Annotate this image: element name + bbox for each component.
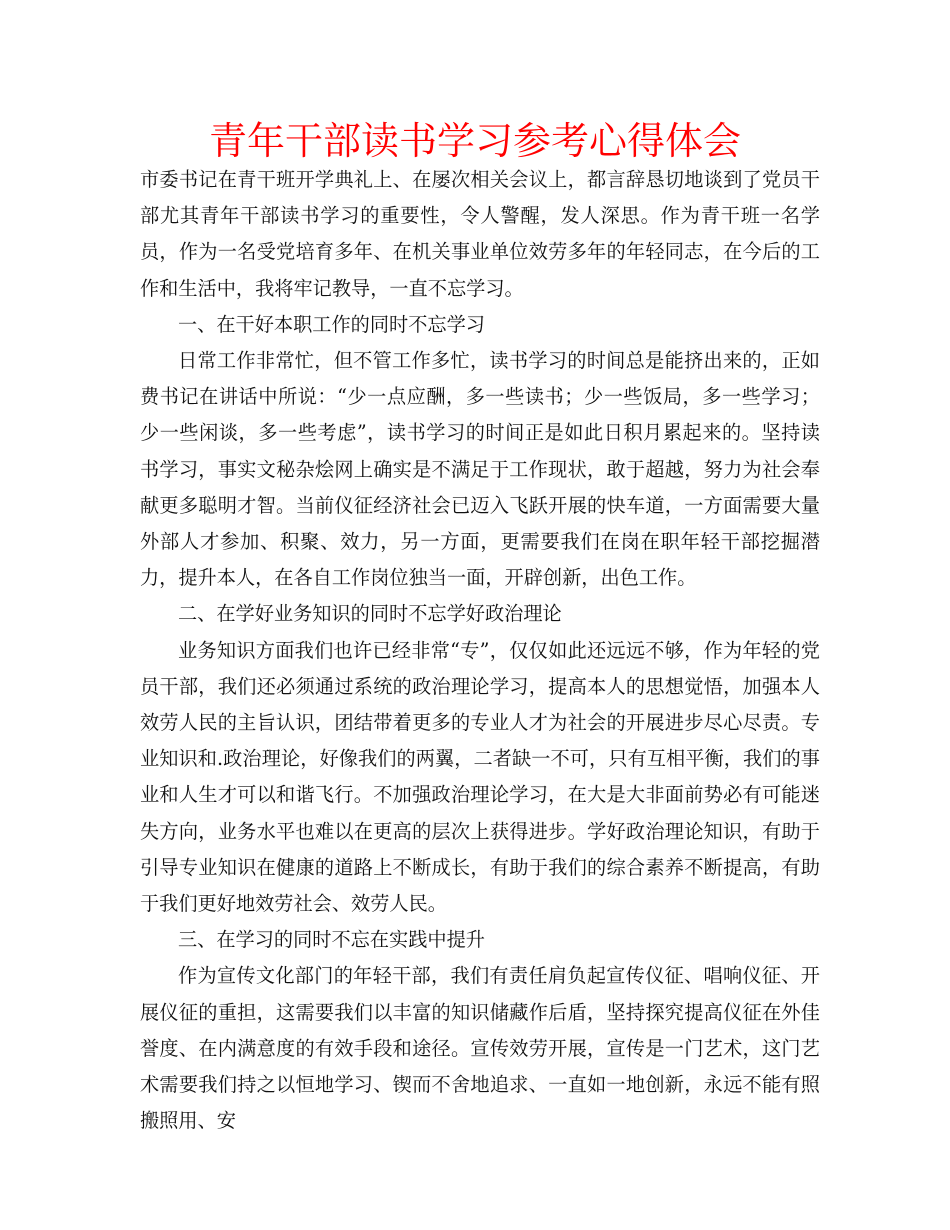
- paragraph: 日常工作非常忙，但不管工作多忙，读书学习的时间总是能挤出来的，正如费书记在讲话中所说：“少一点应酬，多一些读书；少一些饭局，多一些学习；少一些闲谈，多一些考虑”，读书学习的时间正是如此日积月累起来的。坚持读书学习，事实文秘杂烩网上确实是不满足于工作现状，敢于超越，努力为社会奉献更多聪明才智。当前仪征经济社会已迈入飞跃开展的快车道，一方面需要大量外部人才参加、积聚、效力，另一方面，更需要我们在岗在职年轻干部挖掘潜力，提升本人，在各自工作岗位独当一面，开辟创新，出色工作。: [140, 349, 820, 590]
- document-body: [140, 162, 820, 1139]
- paragraph: 三、在学习的同时不忘在实践中提升: [178, 928, 485, 952]
- document-title: 青年干部读书学习参考心得体会: [208, 119, 741, 163]
- paragraph: 作为宣传文化部门的年轻干部，我们有责任肩负起宣传仪征、唱响仪征、开展仪征的重担，这需要我们以丰富的知识储藏作后盾，坚持探究提高仪征在外佳誉度、在内满意度的有效手段和途径。宣传效劳开展，宣传是一门艺术，这门艺术需要我们持之以恒地学习、锲而不舍地追求、一直如一地创新，永远不能有照搬照用、安: [140, 964, 820, 1133]
- paragraph: 业务知识方面我们也许已经非常“专”，仅仅如此还远远不够，作为年轻的党员干部，我们还必须通过系统的政治理论学习，提高本人的思想觉悟，加强本人效劳人民的主旨认识，团结带着更多的专业人才为社会的开展进步尽心尽责。专业知识和.政治理论，好像我们的两翼，二者缺一不可，只有互相平衡，我们的事业和人生才可以和谐飞行。不加强政治理论学习，在大是大非面前势必有可能迷失方向，业务水平也难以在更高的层次上获得进步。学好政治理论知识，有助于引导专业知识在健康的道路上不断成长，有助于我们的综合素养不断提高，有助于我们更好地效劳社会、效劳人民。: [140, 638, 820, 916]
- paragraph: 市委书记在青干班开学典礼上、在屡次相关会议上，都言辞恳切地谈到了党员干部尤其青年干部读书学习的重要性，令人警醒，发人深思。作为青干班一名学员，作为一名受党培育多年、在机关事业单位效劳多年的年轻同志，在今后的工作和生活中，我将牢记教导，一直不忘学习。: [140, 168, 820, 300]
- paragraph: 二、在学好业务知识的同时不忘学好政治理论: [178, 602, 562, 626]
- paragraph: 一、在干好本职工作的同时不忘学习: [178, 312, 485, 336]
